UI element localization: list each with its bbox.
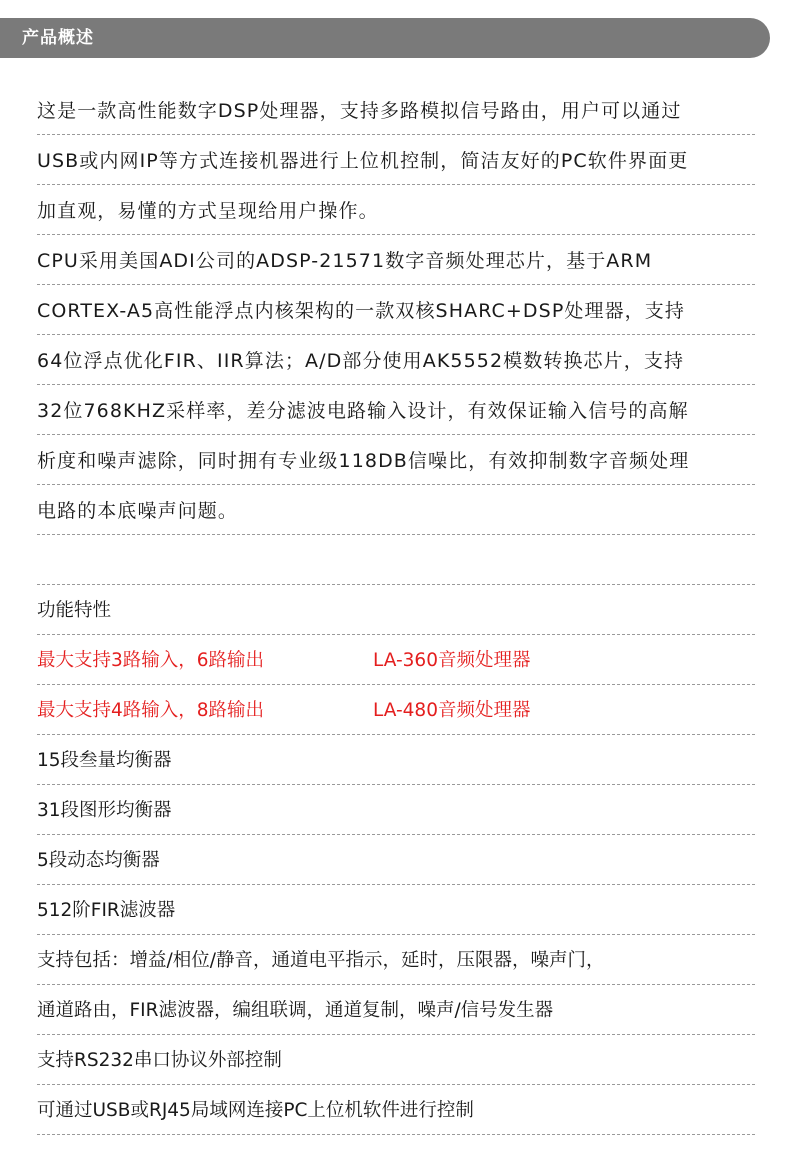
features-heading: 功能特性 (37, 585, 755, 635)
description-line: 这是一款高性能数字DSP处理器，支持多路模拟信号路由，用户可以通过 (37, 85, 755, 135)
model-spec: 最大支持4路输入，8路输出 (37, 700, 265, 721)
model-name: LA-360音频处理器 (373, 650, 531, 671)
description-line: CPU采用美国ADI公司的ADSP-21571数字音频处理芯片，基于ARM (37, 235, 755, 285)
feature-item: 支持包括：增益/相位/静音，通道电平指示，延时，压限器，噪声门， (37, 935, 755, 985)
section-title: 产品概述 (22, 28, 94, 48)
model-row (37, 635, 755, 685)
feature-item: 支持RS232串口协议外部控制 (37, 1035, 755, 1085)
feature-item: 可通过USB或RJ45局域网连接PC上位机软件进行控制 (37, 1085, 755, 1135)
description-line: 64位浮点优化FIR、IIR算法；A/D部分使用AK5552模数转换芯片，支持 (37, 335, 755, 385)
description-line: USB或内网IP等方式连接机器进行上位机控制，简洁友好的PC软件界面更 (37, 135, 755, 185)
model-name: LA-480音频处理器 (373, 700, 531, 721)
product-description (37, 85, 755, 535)
description-line: 析度和噪声滤除，同时拥有专业级118DB信噪比，有效抑制数字音频处理 (37, 435, 755, 485)
description-line: 加直观，易懂的方式呈现给用户操作。 (37, 185, 755, 235)
feature-list (37, 585, 755, 1135)
feature-item: 512阶FIR滤波器 (37, 885, 755, 935)
feature-item: 通道路由，FIR滤波器，编组联调，通道复制，噪声/信号发生器 (37, 985, 755, 1035)
content-area (37, 85, 755, 1135)
description-line: 电路的本底噪声问题。 (37, 485, 755, 535)
model-spec: 最大支持3路输入，6路输出 (37, 650, 265, 671)
divider (37, 535, 755, 585)
feature-item: 5段动态均衡器 (37, 835, 755, 885)
description-line: 32位768KHZ采样率，差分滤波电路输入设计，有效保证输入信号的高解 (37, 385, 755, 435)
feature-item: 15段叁量均衡器 (37, 735, 755, 785)
model-row (37, 685, 755, 735)
section-header-bar (0, 18, 770, 58)
description-line: CORTEX-A5高性能浮点内核架构的一款双核SHARC+DSP处理器，支持 (37, 285, 755, 335)
feature-item: 31段图形均衡器 (37, 785, 755, 835)
